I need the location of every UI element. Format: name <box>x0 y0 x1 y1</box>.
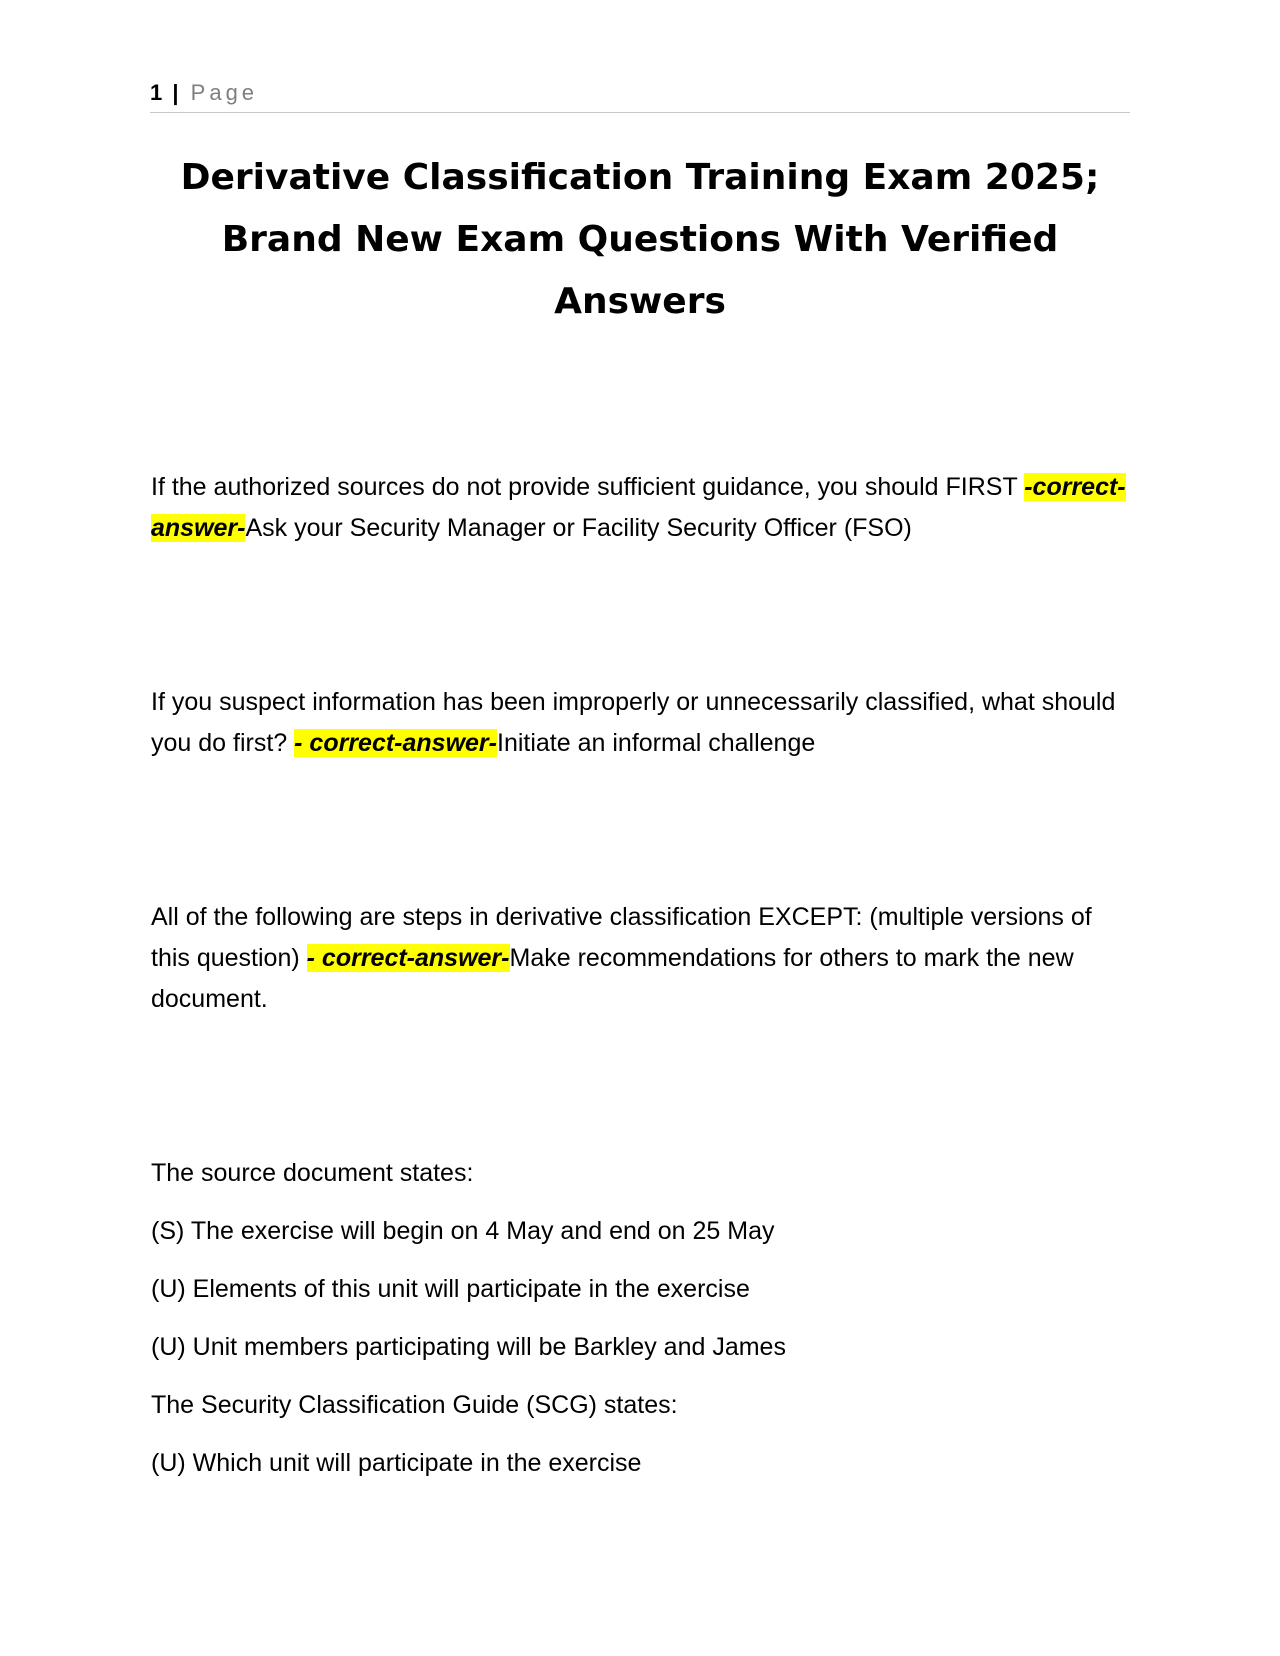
source-line: The Security Classification Guide (SCG) states: <box>151 1391 678 1419</box>
question-item <box>151 682 1131 764</box>
question-text: If the authorized sources do not provide sufficient guidance, you should FIRST <box>151 473 1025 501</box>
page-header <box>150 80 1130 113</box>
question-text: All of the following are steps in derivative classification EXCEPT: (multiple versions of this question) <box>151 903 1092 972</box>
source-line: (U) Which unit will participate in the exercise <box>151 1449 642 1477</box>
question-item <box>151 467 1131 549</box>
answer-text: Make recommendations for others to mark the new document. <box>151 944 1074 1013</box>
source-line: (U) Elements of this unit will participate in the exercise <box>151 1275 750 1303</box>
answer-text: Ask your Security Manager or Facility Security Officer (FSO) <box>245 514 912 542</box>
page-separator: | <box>172 80 180 105</box>
source-line: (U) Unit members participating will be Barkley and James <box>151 1333 786 1361</box>
document-title <box>150 147 1130 333</box>
question-item <box>151 897 1131 1020</box>
source-line: (S) The exercise will begin on 4 May and end on 25 May <box>151 1217 775 1245</box>
correct-answer-marker: - correct-answer- <box>306 944 510 972</box>
correct-answer-marker: - correct-answer- <box>294 729 497 757</box>
correct-answer-marker: -correct-answer- <box>151 473 1126 542</box>
page-number: 1 <box>150 80 164 105</box>
title-line-2: Brand New Exam Questions With Verified <box>221 219 1059 260</box>
page-label: Page <box>190 80 259 105</box>
question-text: If you suspect information has been improperly or unnecessarily classified, what should you do first? <box>151 688 1116 757</box>
source-line: The source document states: <box>151 1159 474 1187</box>
title-line-1: Derivative Classification Training Exam 2025; <box>180 157 1100 198</box>
title-line-3: Answers <box>554 281 726 322</box>
answer-text: Initiate an informal challenge <box>497 729 816 757</box>
